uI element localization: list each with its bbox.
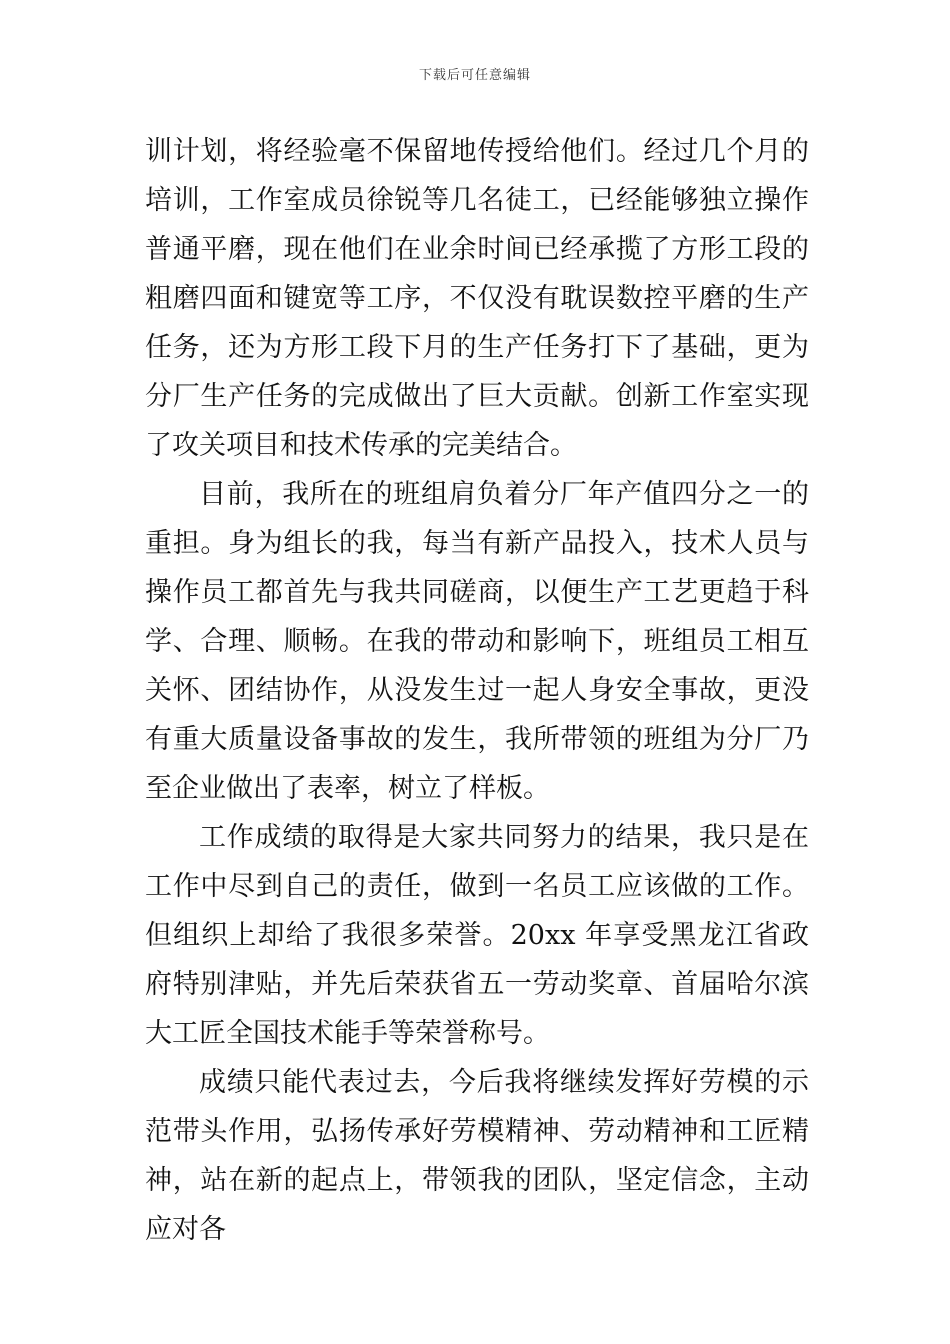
paragraph-team-role: 目前，我所在的班组肩负着分厂年产值四分之一的重担。身为组长的我，每当有新产品投入，技术人员与操作员工都首先与我共同磋商，以便生产工艺更趋于科学、合理、顺畅。在我的带动和影响下，班组员工相互关怀、团结协作，从没发生过一起人身安全事故，更没有重大质量设备事故的发生，我所带领的班组为分厂乃至企业做出了表率，树立了样板。: [145, 479, 809, 804]
paragraph-continuation: 训计划，将经验毫不保留地传授给他们。经过几个月的培训，工作室成员徐锐等几名徒工，已经能够独立操作普通平磨，现在他们在业余时间已经承揽了方形工段的粗磨四面和键宽等工序，不仅没有耽误数控平磨的生产任务，还为方形工段下月的生产任务打下了基础，更为分厂生产任务的完成做出了巨大贡献。创新工作室实现了攻关项目和技术传承的完美结合。: [145, 136, 809, 461]
document-body: [145, 127, 809, 1254]
paragraph-honors: 工作成绩的取得是大家共同努力的结果，我只是在工作中尽到自己的责任，做到一名员工应该做的工作。但组织上却给了我很多荣誉。20xx 年享受黑龙江省政府特别津贴，并先后荣获省五一劳动奖章、首届哈尔滨大工匠全国技术能手等荣誉称号。: [145, 822, 809, 1049]
paragraph-future: 成绩只能代表过去，今后我将继续发挥好劳模的示范带头作用，弘扬传承好劳模精神、劳动精神和工匠精神，站在新的起点上，带领我的团队，坚定信念，主动应对各: [145, 1067, 809, 1245]
page-header-note: 下载后可任意编辑: [418, 68, 531, 83]
